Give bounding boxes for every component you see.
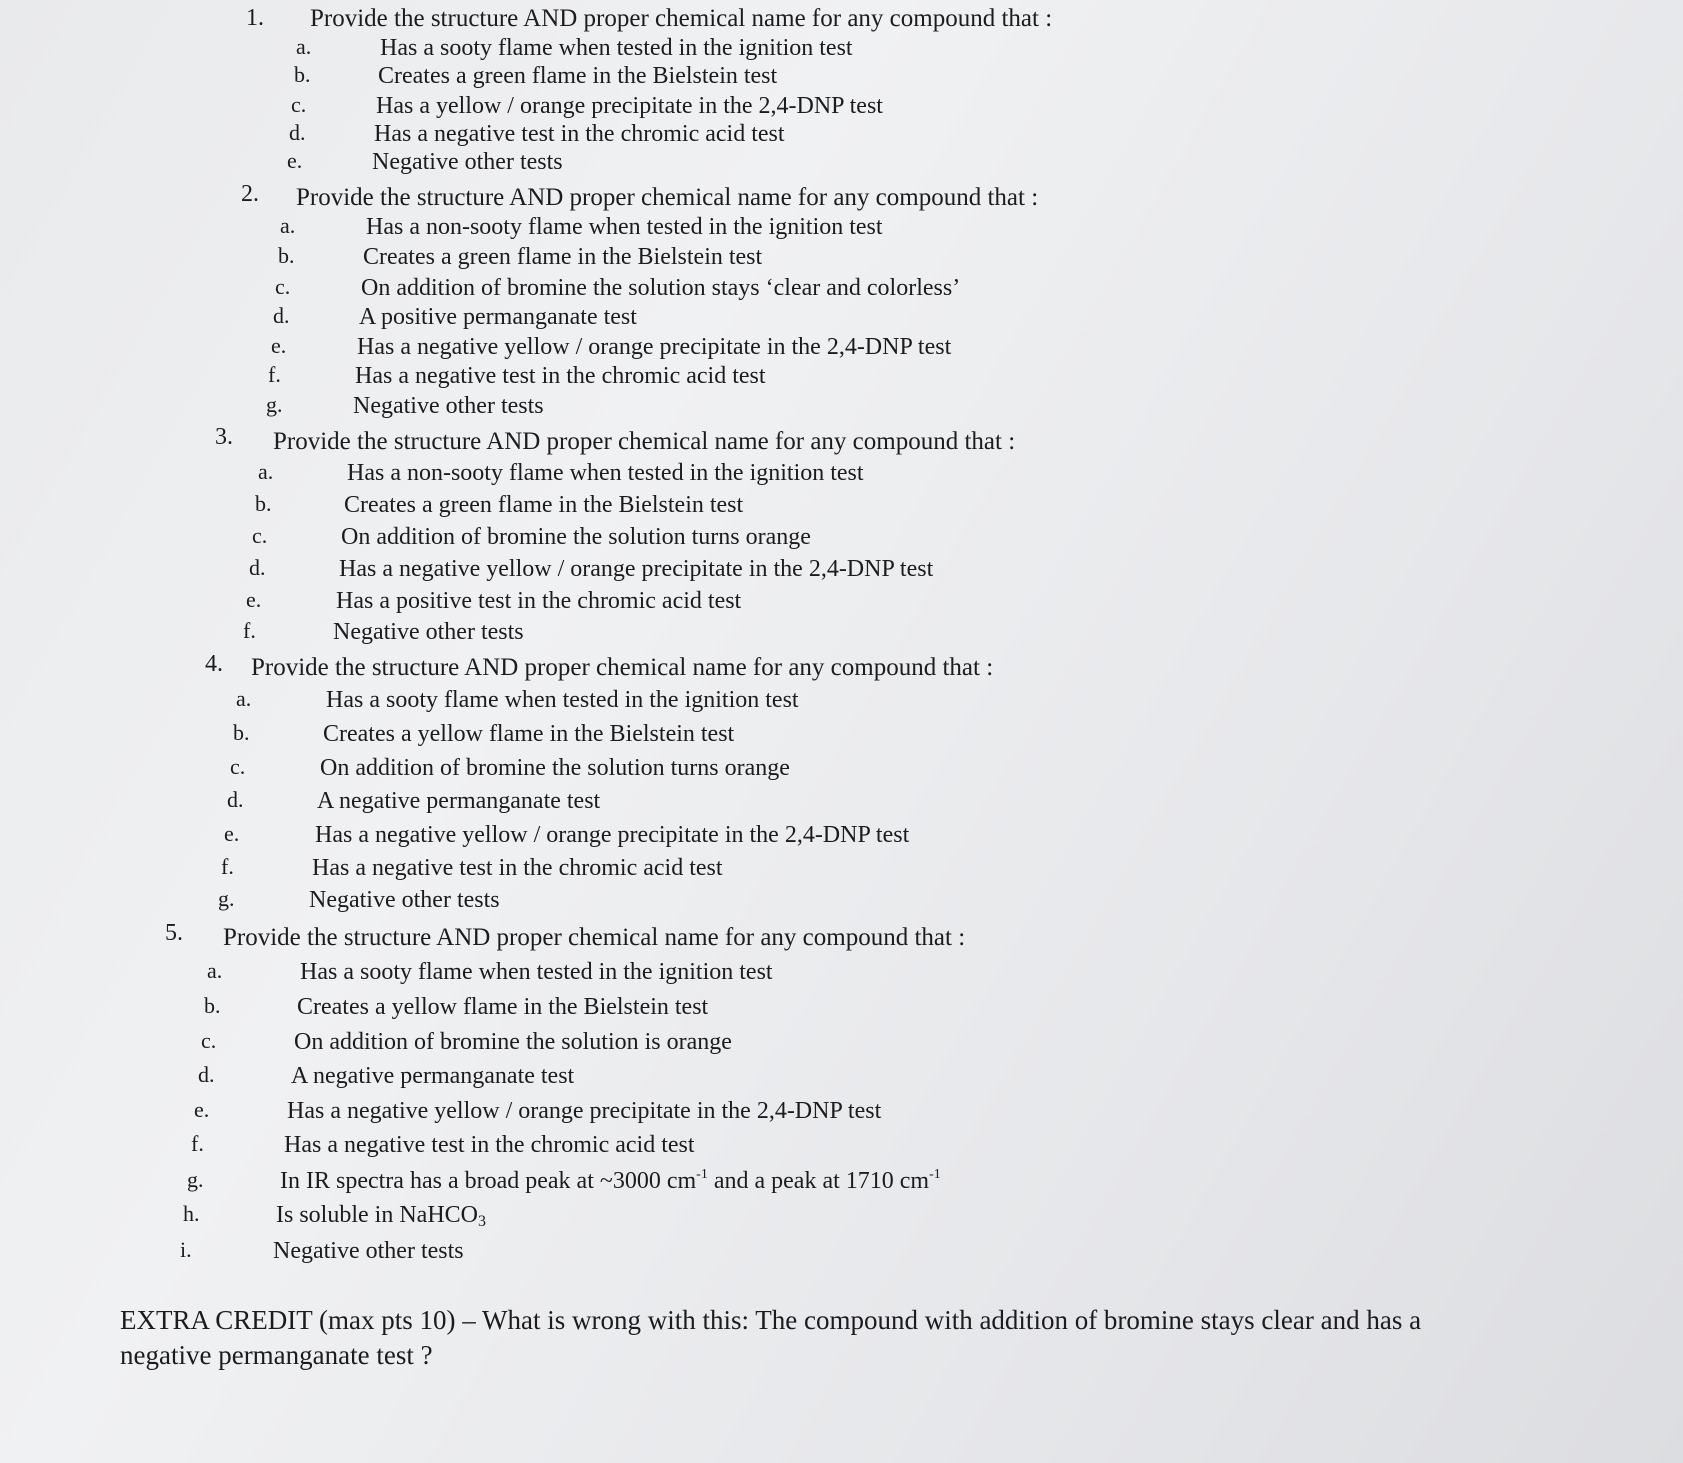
item-text: On addition of bromine the solution is orange	[294, 1029, 732, 1055]
item-letter: d.	[249, 555, 266, 580]
item-text: Negative other tests	[273, 1238, 464, 1264]
item-letter: e.	[224, 821, 240, 846]
question-prompt: Provide the structure AND proper chemical name for any compound that :	[223, 924, 966, 951]
item-text: A negative permanganate test	[317, 788, 601, 814]
item-letter: e.	[287, 148, 303, 173]
item-letter: c.	[230, 754, 246, 779]
item-letter: e.	[246, 587, 262, 612]
item-text: A positive permanganate test	[359, 304, 637, 330]
item-letter: a.	[258, 459, 274, 484]
item-letter: a.	[280, 213, 296, 238]
item-text: Has a negative yellow / orange precipitate in the 2,4-DNP test	[287, 1098, 882, 1124]
item-letter: b.	[294, 62, 311, 87]
item-letter: b.	[233, 720, 250, 745]
item-text: Has a negative yellow / orange precipitate in the 2,4-DNP test	[315, 822, 910, 848]
item-text: Negative other tests	[333, 619, 524, 645]
question-prompt: Provide the structure AND proper chemical name for any compound that :	[273, 428, 1016, 455]
item-letter: a.	[236, 686, 252, 711]
item-letter: e.	[271, 333, 287, 358]
item-letter: f.	[243, 618, 256, 643]
item-letter: d.	[198, 1062, 215, 1087]
extra-credit-question: EXTRA CREDIT (max pts 10) – What is wrong with this: The compound with addition of bromine stays clear and has a negative permanganate test ?	[120, 1305, 1422, 1370]
superscript: -1	[696, 1167, 708, 1182]
item-text: Has a sooty flame when tested in the ignition test	[326, 687, 799, 713]
superscript: -1	[929, 1167, 941, 1182]
solubility-text: Is soluble in NaHCO	[276, 1202, 478, 1228]
item-letter: b.	[255, 491, 272, 516]
item-letter: e.	[194, 1097, 210, 1122]
item-letter: c.	[201, 1028, 217, 1053]
item-text: Negative other tests	[353, 393, 544, 419]
item-text: Creates a yellow flame in the Bielstein test	[323, 721, 735, 747]
item-text: Has a negative test in the chromic acid test	[284, 1132, 695, 1158]
item-text: Creates a yellow flame in the Bielstein test	[297, 994, 709, 1020]
question-prompt: Provide the structure AND proper chemical name for any compound that :	[251, 654, 994, 681]
item-letter: a.	[207, 958, 223, 983]
item-text: Has a negative yellow / orange precipitate in the 2,4-DNP test	[339, 556, 934, 582]
item-text: Has a non-sooty flame when tested in the ignition test	[347, 460, 864, 486]
subscript: 3	[477, 1213, 486, 1230]
item-text: Has a sooty flame when tested in the ignition test	[300, 959, 773, 985]
item-letter: b.	[278, 243, 295, 268]
item-text: Negative other tests	[372, 149, 563, 175]
item-text: On addition of bromine the solution turns orange	[320, 755, 790, 781]
item-letter: f.	[221, 854, 234, 879]
item-text: Has a positive test in the chromic acid test	[336, 588, 742, 614]
item-text	[276, 1202, 486, 1230]
ir-text-part-1: In IR spectra has a broad peak at ~3000 cm	[280, 1168, 697, 1194]
item-letter: g.	[266, 392, 283, 417]
question-number: 4.	[205, 651, 223, 677]
item-text: Has a negative test in the chromic acid test	[355, 363, 766, 389]
item-text: On addition of bromine the solution stays ‘clear and colorless’	[361, 275, 961, 301]
item-letter: a.	[296, 34, 312, 59]
question-prompt: Provide the structure AND proper chemical name for any compound that :	[310, 5, 1053, 32]
item-letter: c.	[291, 92, 307, 117]
item-letter: f.	[191, 1131, 204, 1156]
item-text	[280, 1169, 941, 1193]
item-letter: g.	[218, 886, 235, 911]
ir-text-part-2: and a peak at 1710 cm	[707, 1168, 930, 1194]
item-text: Has a negative test in the chromic acid test	[312, 855, 723, 881]
item-text: Has a negative yellow / orange precipitate in the 2,4-DNP test	[357, 334, 952, 360]
item-text: Negative other tests	[309, 887, 500, 913]
question-number: 2.	[241, 181, 259, 207]
item-letter: c.	[252, 523, 268, 548]
item-letter: g.	[187, 1167, 204, 1192]
question-number: 5.	[165, 920, 183, 946]
item-letter: d.	[273, 303, 290, 328]
question-number: 1.	[246, 5, 264, 31]
item-text: Has a yellow / orange precipitate in the 2,4-DNP test	[376, 93, 883, 119]
item-text: Has a negative test in the chromic acid test	[374, 121, 785, 147]
item-letter: d.	[227, 787, 244, 812]
item-letter: d.	[289, 120, 306, 145]
item-text: Has a sooty flame when tested in the ignition test	[380, 35, 853, 61]
item-text: Creates a green flame in the Bielstein test	[378, 63, 778, 89]
item-text: Creates a green flame in the Bielstein test	[344, 492, 744, 518]
question-prompt: Provide the structure AND proper chemical name for any compound that :	[296, 184, 1039, 211]
question-number: 3.	[215, 424, 233, 450]
item-letter: f.	[268, 362, 281, 387]
item-text: Has a non-sooty flame when tested in the ignition test	[366, 214, 883, 240]
item-text: A negative permanganate test	[291, 1063, 575, 1089]
item-text: On addition of bromine the solution turns orange	[341, 524, 811, 550]
item-letter: h.	[183, 1201, 200, 1226]
item-letter: c.	[275, 274, 291, 299]
item-letter: i.	[180, 1237, 192, 1262]
item-letter: b.	[204, 993, 221, 1018]
item-text: Creates a green flame in the Bielstein test	[363, 244, 763, 270]
